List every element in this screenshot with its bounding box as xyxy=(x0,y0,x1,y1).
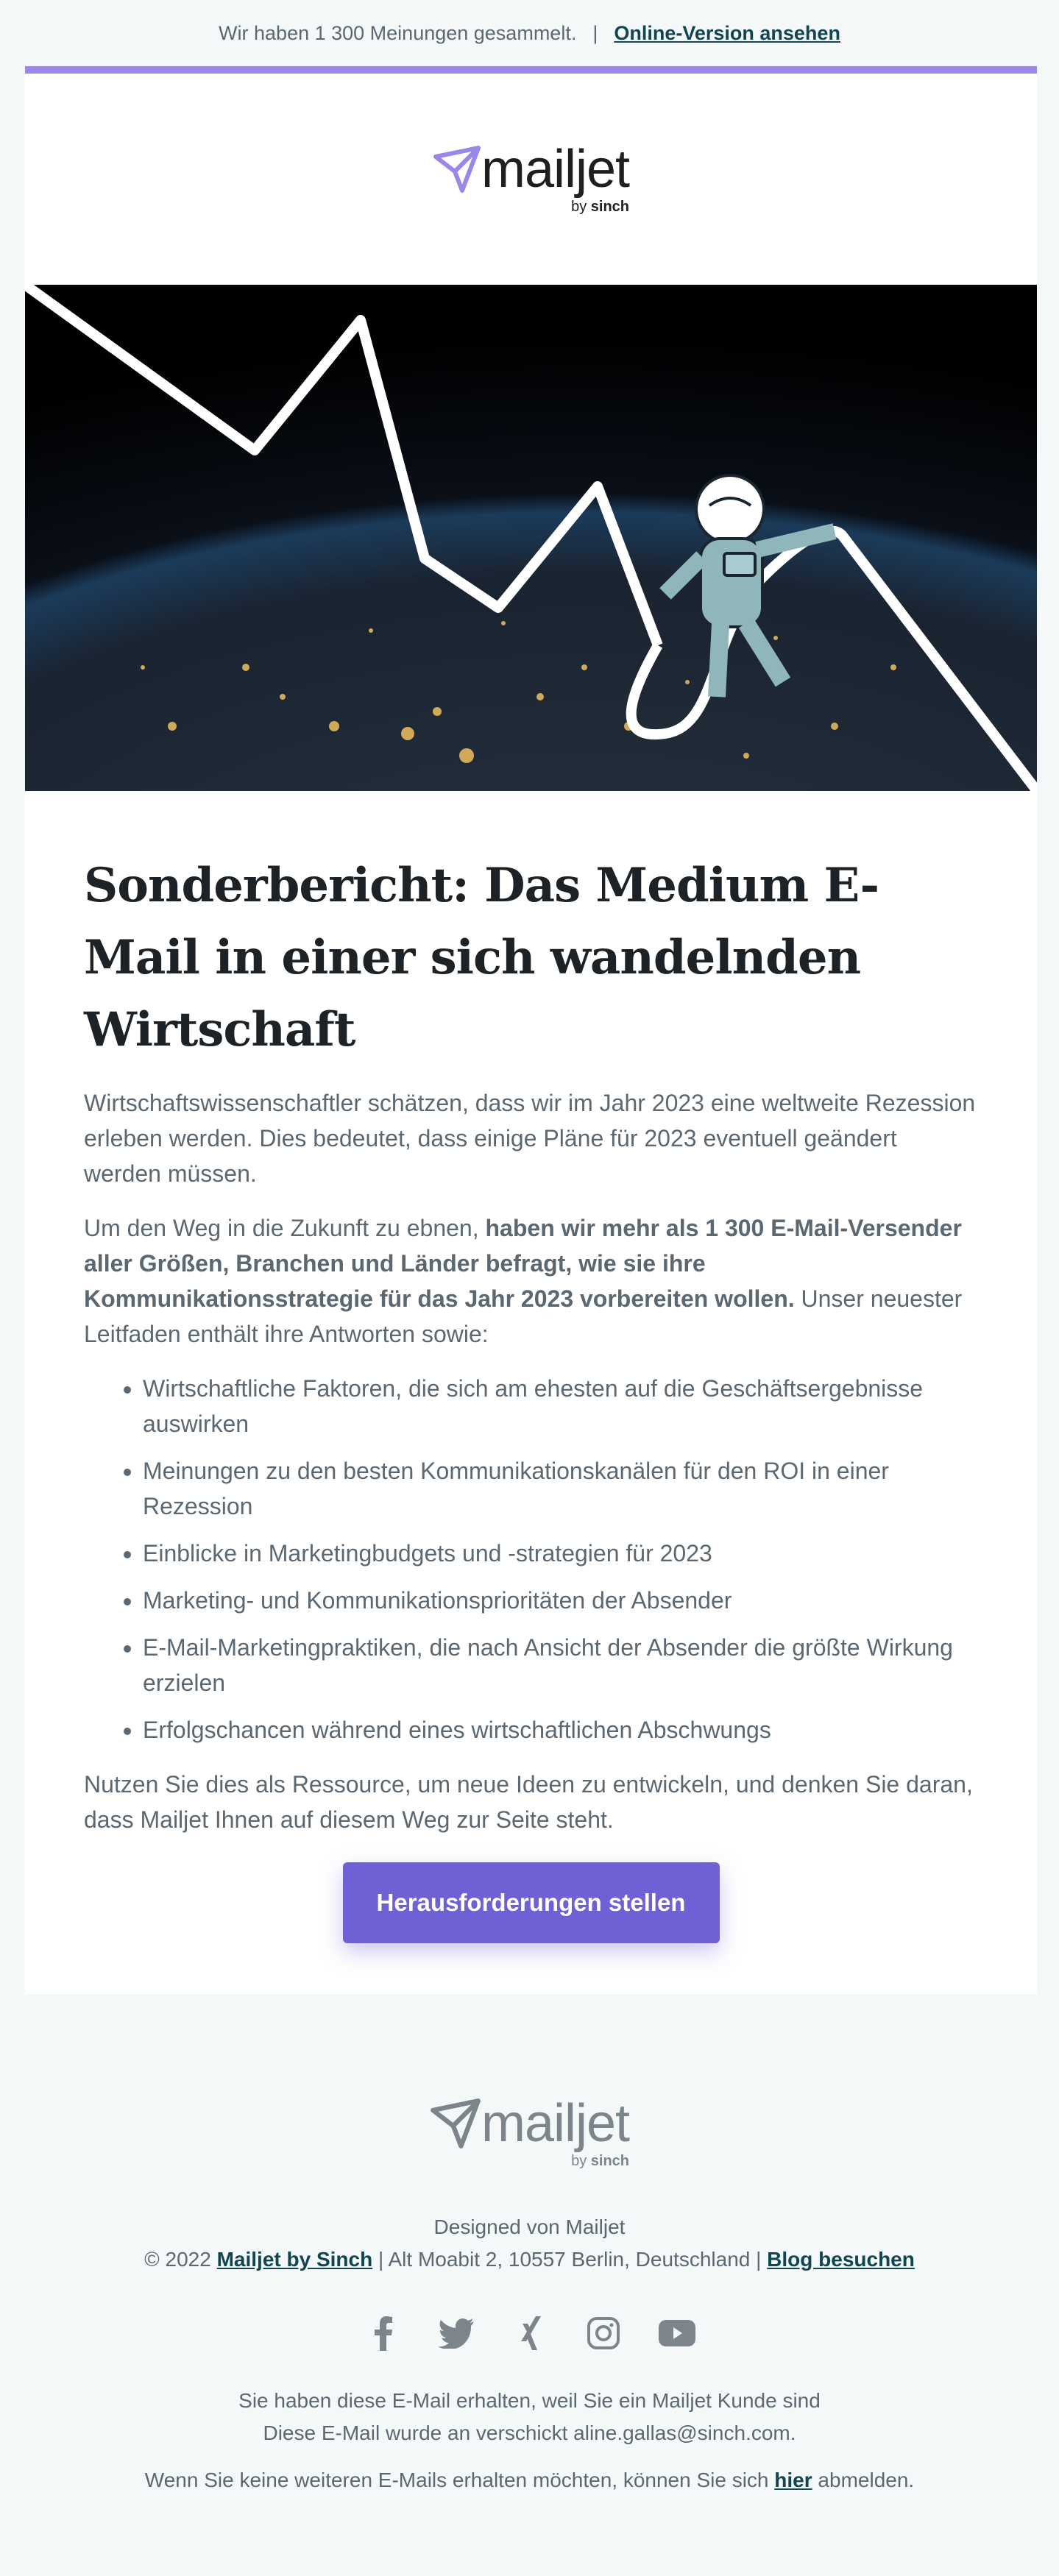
view-online-link[interactable]: Online-Version ansehen xyxy=(614,21,840,44)
unsubscribe-text-end: abmelden. xyxy=(812,2469,915,2491)
cta-container xyxy=(84,1862,978,1943)
logo-by: by xyxy=(571,199,587,215)
paper-plane-icon xyxy=(433,145,481,194)
hero-image xyxy=(25,285,1037,791)
footer-logo-wordmark: mailjet xyxy=(481,2094,630,2153)
social-links xyxy=(0,2314,1059,2352)
article-intro: Wirtschaftswissenschaftler schätzen, dass wir im Jahr 2023 eine weltweite Rezession erleben werden. Dies bedeutet, dass einige Pläne für 2023 eventuell geändert werden müssen. xyxy=(84,1090,976,1187)
list-item: • Marketing- und Kommunikationsprioritäten der Absender xyxy=(143,1583,978,1618)
article-body xyxy=(25,791,1037,1943)
article-closing: Nutzen Sie dies als Ressource, um neue Ideen zu entwickeln, und denken Sie daran, dass Mailjet Ihnen auf diesem Weg zur Seite steht. xyxy=(84,1771,973,1833)
insights-list xyxy=(84,1371,978,1748)
youtube-icon[interactable] xyxy=(658,2314,696,2352)
unsubscribe-text-start: Wenn Sie keine weiteren E-Mails erhalten möchten, können Sie sich xyxy=(144,2469,775,2491)
company-link[interactable]: Mailjet by Sinch xyxy=(216,2248,373,2271)
email-card xyxy=(25,66,1037,1994)
preheader-message: Wir haben 1 300 Meinungen gesammelt. xyxy=(219,21,577,44)
paragraph-2-bold: haben wir mehr als 1 300 E-Mail-Versender aller Größen, Branchen und Länder befragt, wie sie ihre Kommunikationsstrategie für das Jahr 2023 vorbereiten wollen. xyxy=(84,1215,962,1312)
paragraph-2-end: Unser neuester Leitfaden enthält ihre Antworten sowie: xyxy=(84,1285,963,1347)
blog-link[interactable]: Blog besuchen xyxy=(767,2248,915,2271)
article-paragraph-2 xyxy=(84,1210,978,1352)
footer-reason: Sie haben diese E-Mail erhalten, weil Sie ein Mailjet Kunde sind xyxy=(238,2389,821,2412)
list-item: • Einblicke in Marketingbudgets und -strategien für 2023 xyxy=(143,1536,978,1571)
logo-wordmark: mailjet xyxy=(481,140,630,199)
footer-logo-byline xyxy=(571,2153,629,2170)
facebook-icon[interactable] xyxy=(364,2314,402,2352)
cta-button[interactable]: Herausforderungen stellen xyxy=(343,1862,720,1943)
list-item: • Erfolgschancen während eines wirtschaftlichen Abschwungs xyxy=(143,1712,978,1748)
footer-address: | Alt Moabit 2, 10557 Berlin, Deutschland | xyxy=(372,2248,768,2271)
preheader-separator: | xyxy=(592,21,598,44)
footer-company-line xyxy=(0,2243,1059,2276)
unsubscribe-link[interactable]: hier xyxy=(774,2469,812,2491)
instagram-icon[interactable] xyxy=(584,2314,623,2352)
preheader-bar xyxy=(0,0,1059,66)
footer-logo-company: sinch xyxy=(590,2153,630,2169)
header-logo-area xyxy=(25,74,1037,285)
footer-copyright: © 2022 xyxy=(144,2248,217,2271)
list-item: • E-Mail-Marketingpraktiken, die nach Ansicht der Absender die größte Wirkung erzielen xyxy=(143,1630,978,1700)
xing-icon[interactable] xyxy=(511,2314,549,2352)
twitter-icon[interactable] xyxy=(437,2314,475,2352)
paper-plane-icon xyxy=(430,2098,481,2149)
footer-designed-by: Designed von Mailjet xyxy=(433,2215,626,2238)
footer-sent-to: Diese E-Mail wurde an verschickt aline.gallas@sinch.com. xyxy=(263,2421,796,2444)
list-item: • Meinungen zu den besten Kommunikationskanälen für den ROI in einer Rezession xyxy=(143,1453,978,1524)
article-title: Sonderbericht: Das Medium E-Mail in einer sich wandelnden Wirtschaft xyxy=(84,858,879,1057)
mailjet-logo[interactable] xyxy=(433,140,630,216)
paragraph-2-start: Um den Weg in die Zukunft zu ebnen, xyxy=(84,1215,486,1241)
footer-logo[interactable] xyxy=(430,2094,630,2170)
logo-company: sinch xyxy=(590,199,630,215)
footer xyxy=(0,1994,1059,2497)
footer-unsubscribe xyxy=(0,2464,1059,2497)
list-item: • Wirtschaftliche Faktoren, die sich am ehesten auf die Geschäftsergebnisse auswirken xyxy=(143,1371,978,1441)
logo-byline xyxy=(571,199,629,216)
footer-logo-by: by xyxy=(571,2153,587,2169)
